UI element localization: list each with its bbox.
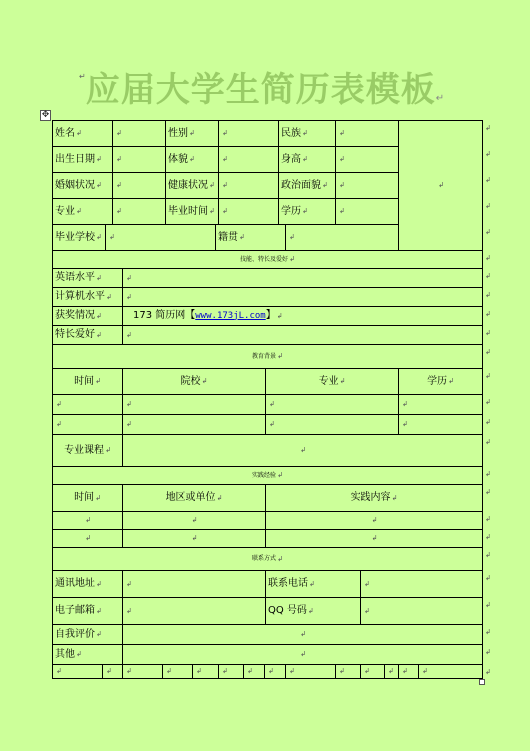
input-cell[interactable] [122,529,266,548]
gender-label [165,120,219,147]
input-cell[interactable] [265,394,399,415]
cell-text: 体貌 [168,153,188,165]
row-end-mark: ↲ [485,601,491,609]
heading-heading [52,547,483,571]
row-end-mark: ↲ [485,398,491,406]
cell-text: 电子邮箱 [55,605,95,616]
cell-end-mark: ↲ [189,155,195,164]
qq-label [265,597,361,625]
cell-text: 实践经验 [252,471,277,479]
cell-end-mark: ↲ [302,207,308,216]
row-end-mark: ↲ [485,574,491,582]
cell-end-mark: ↲ [76,129,82,138]
cell-end-mark: ↲ [126,667,132,676]
cell-end-mark: ↲ [56,420,62,429]
input-cell[interactable] [360,570,483,598]
cell-end-mark: ↲ [191,516,198,525]
input-cell[interactable] [122,597,266,625]
columns-2 [265,368,399,395]
input-cell[interactable] [218,198,279,225]
input-cell[interactable] [52,511,123,530]
row-end-mark: ↲ [485,310,491,318]
cell-text: 地区或单位 [165,492,216,503]
row-end-mark: ↲ [485,329,491,337]
cell-end-mark: ↲ [339,129,345,138]
birthdate-label [52,146,113,173]
cell-text: 婚姻状况 [55,179,95,191]
columns-3 [398,368,483,395]
cell-text: 专业课程 [64,444,105,456]
cell-end-mark: ↲ [448,377,454,386]
cell-text: 教育背景 [252,352,277,360]
input-cell[interactable] [112,120,166,147]
cell-end-mark: ↲ [300,630,306,639]
cell-end-mark: ↲ [276,311,283,320]
row-end-mark: ↲ [485,551,491,559]
row-end-mark: ↲ [485,488,491,496]
cell-end-mark: ↲ [222,181,228,190]
cell-end-mark: ↲ [95,493,101,502]
input-cell[interactable] [398,664,419,679]
columns-0 [52,368,123,395]
input-cell[interactable] [122,570,266,598]
cell-end-mark: ↲ [339,667,345,676]
row-end-mark: ↲ [485,348,491,356]
photo-cell[interactable] [398,120,483,251]
cell-end-mark: ↲ [126,330,132,339]
cell-text: 时间 [74,492,95,503]
input-cell[interactable] [335,198,399,225]
grad-date-label [165,198,219,225]
height-label [278,146,336,173]
cell-end-mark: ↲ [209,207,215,216]
cell-end-mark: ↲ [222,155,228,164]
cell-text: 英语水平 [55,272,95,283]
cell-text: 联系电话 [268,578,308,589]
cell-end-mark: ↲ [422,667,428,676]
cell-end-mark: ↲ [269,420,275,429]
row-end-mark: ↲ [485,515,491,523]
cell-end-mark: ↲ [106,667,112,676]
cell-end-mark: ↲ [56,667,62,676]
input-cell[interactable] [398,414,483,435]
major-label [52,198,113,225]
cell-end-mark: ↲ [300,446,306,455]
cell-text: 通讯地址 [55,578,95,589]
input-cell[interactable] [360,664,385,679]
input-cell[interactable] [52,664,103,679]
cell-end-mark: ↲ [402,667,408,676]
resize-table-handle[interactable] [479,679,485,685]
cell-end-mark: ↲ [289,255,295,264]
input-cell[interactable] [335,172,399,199]
input-cell[interactable] [112,172,166,199]
cell-end-mark: ↲ [96,155,102,164]
cell-end-mark: ↲ [106,292,112,301]
cell-text: 时间 [74,375,95,387]
cell-end-mark: ↲ [126,606,132,615]
awards-link[interactable]: www.173jL.com [195,310,266,321]
cell-end-mark: ↲ [322,181,328,190]
row-end-mark: ↲ [485,176,491,184]
cell-end-mark: ↲ [307,606,314,615]
row-end-mark: ↲ [485,124,491,132]
input-cell[interactable] [52,414,123,435]
cell-end-mark: ↲ [96,630,102,639]
cell-end-mark: ↲ [116,155,122,164]
cell-text: QQ 号码 [268,605,307,616]
cell-end-mark: ↲ [339,155,345,164]
input-cell[interactable] [384,664,399,679]
cell-text: 特长爱好 [55,329,95,340]
row-end-mark: ↲ [485,372,491,380]
cell-end-mark: ↲ [76,207,82,216]
cell-text: 自我评价 [55,628,95,640]
cell-end-mark: ↲ [105,446,111,455]
input-cell[interactable] [285,664,336,679]
awards-label [52,306,123,326]
cell-end-mark: ↲ [216,493,223,502]
input-cell[interactable] [122,644,483,665]
input-cell[interactable] [122,434,483,467]
cell-end-mark: ↲ [126,420,132,429]
cell-end-mark: ↲ [95,377,101,386]
marital-label [52,172,113,199]
title-text: 应届大学生简历表模板 [85,70,436,110]
columns-0 [52,484,123,512]
page-title [0,62,530,111]
cell-end-mark: ↲ [166,667,172,676]
row-end-mark: ↲ [485,202,491,210]
row-end-mark: ↲ [485,533,491,541]
input-cell[interactable] [265,511,483,530]
row-end-mark: ↲ [485,272,491,280]
input-cell[interactable] [218,120,279,147]
cell-end-mark: ↲ [277,471,283,480]
input-cell[interactable] [218,146,279,173]
input-cell[interactable] [162,664,193,679]
input-cell[interactable] [102,664,123,679]
cell-end-mark: ↲ [96,579,102,588]
cell-end-mark: ↲ [96,233,102,242]
input-cell[interactable] [122,624,483,645]
cell-text: 学历 [427,375,448,387]
school-label [52,224,106,251]
cell-text: 计算机水平 [55,291,105,302]
cell-text: 专业 [318,375,339,387]
row-end-mark: ↲ [485,291,491,299]
row-end-mark: ↲ [485,254,491,262]
cell-text: 毕业时间 [168,205,208,217]
native-label [215,224,286,251]
heading-heading [52,250,483,269]
email-label [52,597,123,625]
phone-label [265,570,361,598]
input-cell[interactable] [265,414,399,435]
awards-value[interactable] [122,306,483,326]
cell-end-mark: ↲ [339,377,346,386]
input-cell[interactable] [122,414,266,435]
cell-end-mark: ↲ [438,181,444,190]
cell-text: 学历 [281,205,301,217]
physique-label [165,146,219,173]
columns-2 [265,484,483,512]
input-cell[interactable] [112,146,166,173]
awards-prefix: 173 简历网【 [133,310,196,321]
cell-text: 民族 [281,127,301,139]
row-end-mark: ↲ [485,470,491,478]
cell-end-mark: ↲ [391,493,398,502]
cell-end-mark: ↲ [116,129,122,138]
cell-text: 获奖情况 [55,310,95,321]
address-label [52,570,123,598]
cell-end-mark: ↲ [388,667,394,676]
input-cell[interactable] [122,511,266,530]
cell-end-mark: ↲ [222,667,228,676]
cell-end-mark: ↲ [339,181,345,190]
cell-end-mark: ↲ [109,233,115,242]
cell-end-mark: ↲ [116,207,122,216]
input-cell[interactable] [265,529,483,548]
cell-end-mark: ↲ [289,667,295,676]
cell-end-mark: ↲ [309,579,315,588]
input-cell[interactable] [218,664,244,679]
row-end-mark: ↲ [485,668,491,676]
heading-heading [52,466,483,485]
computer-label [52,287,123,307]
cell-end-mark: ↲ [76,650,82,659]
cell-end-mark: ↲ [126,579,132,588]
input-cell[interactable] [360,597,483,625]
cell-end-mark: ↲ [289,233,295,242]
input-cell[interactable] [335,664,361,679]
cell-end-mark: ↲ [56,400,62,409]
anchor-mark: ↵ [79,72,86,81]
cell-text: 联系方式 [252,555,277,563]
cell-end-mark: ↲ [126,400,132,409]
move-table-icon[interactable]: ✥ [41,110,50,120]
cell-text: 技能、特长及爱好 [240,255,289,263]
course-label [52,434,123,467]
heading-heading [52,344,483,369]
input-cell[interactable] [335,146,399,173]
cell-end-mark: ↲ [116,181,122,190]
cell-end-mark: ↲ [247,667,253,676]
english-label [52,268,123,288]
cell-end-mark: ↲ [339,207,345,216]
cell-end-mark: ↲ [222,129,228,138]
cell-text: 实践内容 [350,492,391,503]
cell-text: 性别 [168,127,188,139]
cell-end-mark: ↲ [364,606,370,615]
cell-end-mark: ↲ [96,311,102,320]
cell-end-mark: ↲ [300,650,306,659]
input-cell[interactable] [122,325,483,345]
cell-end-mark: ↲ [402,400,408,409]
cell-end-mark: ↲ [126,273,132,282]
cell-text: 政治面貌 [281,179,321,191]
columns-1 [122,368,266,395]
input-cell[interactable] [105,224,216,251]
row-end-marks [485,121,495,681]
input-cell[interactable] [243,664,265,679]
cell-end-mark: ↲ [371,534,378,543]
columns-1 [122,484,266,512]
cell-end-mark: ↲ [189,129,195,138]
row-end-mark: ↲ [485,628,491,636]
input-cell[interactable] [418,664,483,679]
cell-end-mark: ↲ [96,273,102,282]
cell-end-mark: ↲ [222,207,228,216]
cell-text: 籍贯 [218,231,238,243]
cell-end-mark: ↲ [402,420,408,429]
cell-text: 出生日期 [55,153,95,165]
ethnicity-label [278,120,336,147]
hobby-label [52,325,123,345]
row-end-mark: ↲ [485,438,491,446]
input-cell[interactable] [122,287,483,307]
cell-end-mark: ↲ [239,233,245,242]
cell-text: 毕业学校 [55,231,95,243]
cell-end-mark: ↲ [302,155,308,164]
cell-end-mark: ↲ [268,667,274,676]
name-label [52,120,113,147]
input-cell[interactable] [52,529,123,548]
cell-end-mark: ↲ [201,377,208,386]
health-label [165,172,219,199]
input-cell[interactable] [122,664,163,679]
input-cell[interactable] [192,664,219,679]
cell-end-mark: ↲ [85,516,91,525]
cell-end-mark: ↲ [196,667,202,676]
cell-text: 身高 [281,153,301,165]
input-cell[interactable] [264,664,286,679]
input-cell[interactable] [52,394,123,415]
paragraph-mark: ↵ [435,93,445,104]
row-end-mark: ↲ [485,418,491,426]
political-label [278,172,336,199]
row-end-mark: ↲ [485,150,491,158]
input-cell[interactable] [285,224,399,251]
cell-text: 院校 [180,375,201,387]
cell-end-mark: ↲ [191,534,198,543]
cell-end-mark: ↲ [277,352,283,361]
awards-suffix: 】 [265,310,276,321]
input-cell[interactable] [122,394,266,415]
cell-end-mark: ↲ [96,606,102,615]
input-cell[interactable] [335,120,399,147]
cell-end-mark: ↲ [269,400,275,409]
cell-end-mark: ↲ [277,554,283,563]
cell-end-mark: ↲ [302,129,308,138]
cell-end-mark: ↲ [96,181,102,190]
input-cell[interactable] [112,198,166,225]
cell-end-mark: ↲ [364,579,370,588]
self-eval-label [52,624,123,645]
cell-text: 专业 [55,205,75,217]
cell-end-mark: ↲ [96,330,102,339]
cell-end-mark: ↲ [85,534,91,543]
input-cell[interactable] [122,268,483,288]
row-end-mark: ↲ [485,228,491,236]
row-end-mark: ↲ [485,648,491,656]
cell-end-mark: ↲ [371,516,378,525]
cell-end-mark: ↲ [364,667,370,676]
cell-end-mark: ↲ [126,292,132,301]
input-cell[interactable] [218,172,279,199]
education-label [278,198,336,225]
cell-end-mark: ↲ [209,181,215,190]
resume-table [53,121,483,679]
cell-text: 其他 [55,648,75,660]
cell-text: 姓名 [55,127,75,139]
cell-text: 健康状况 [168,179,208,191]
other-label [52,644,123,665]
input-cell[interactable] [398,394,483,415]
